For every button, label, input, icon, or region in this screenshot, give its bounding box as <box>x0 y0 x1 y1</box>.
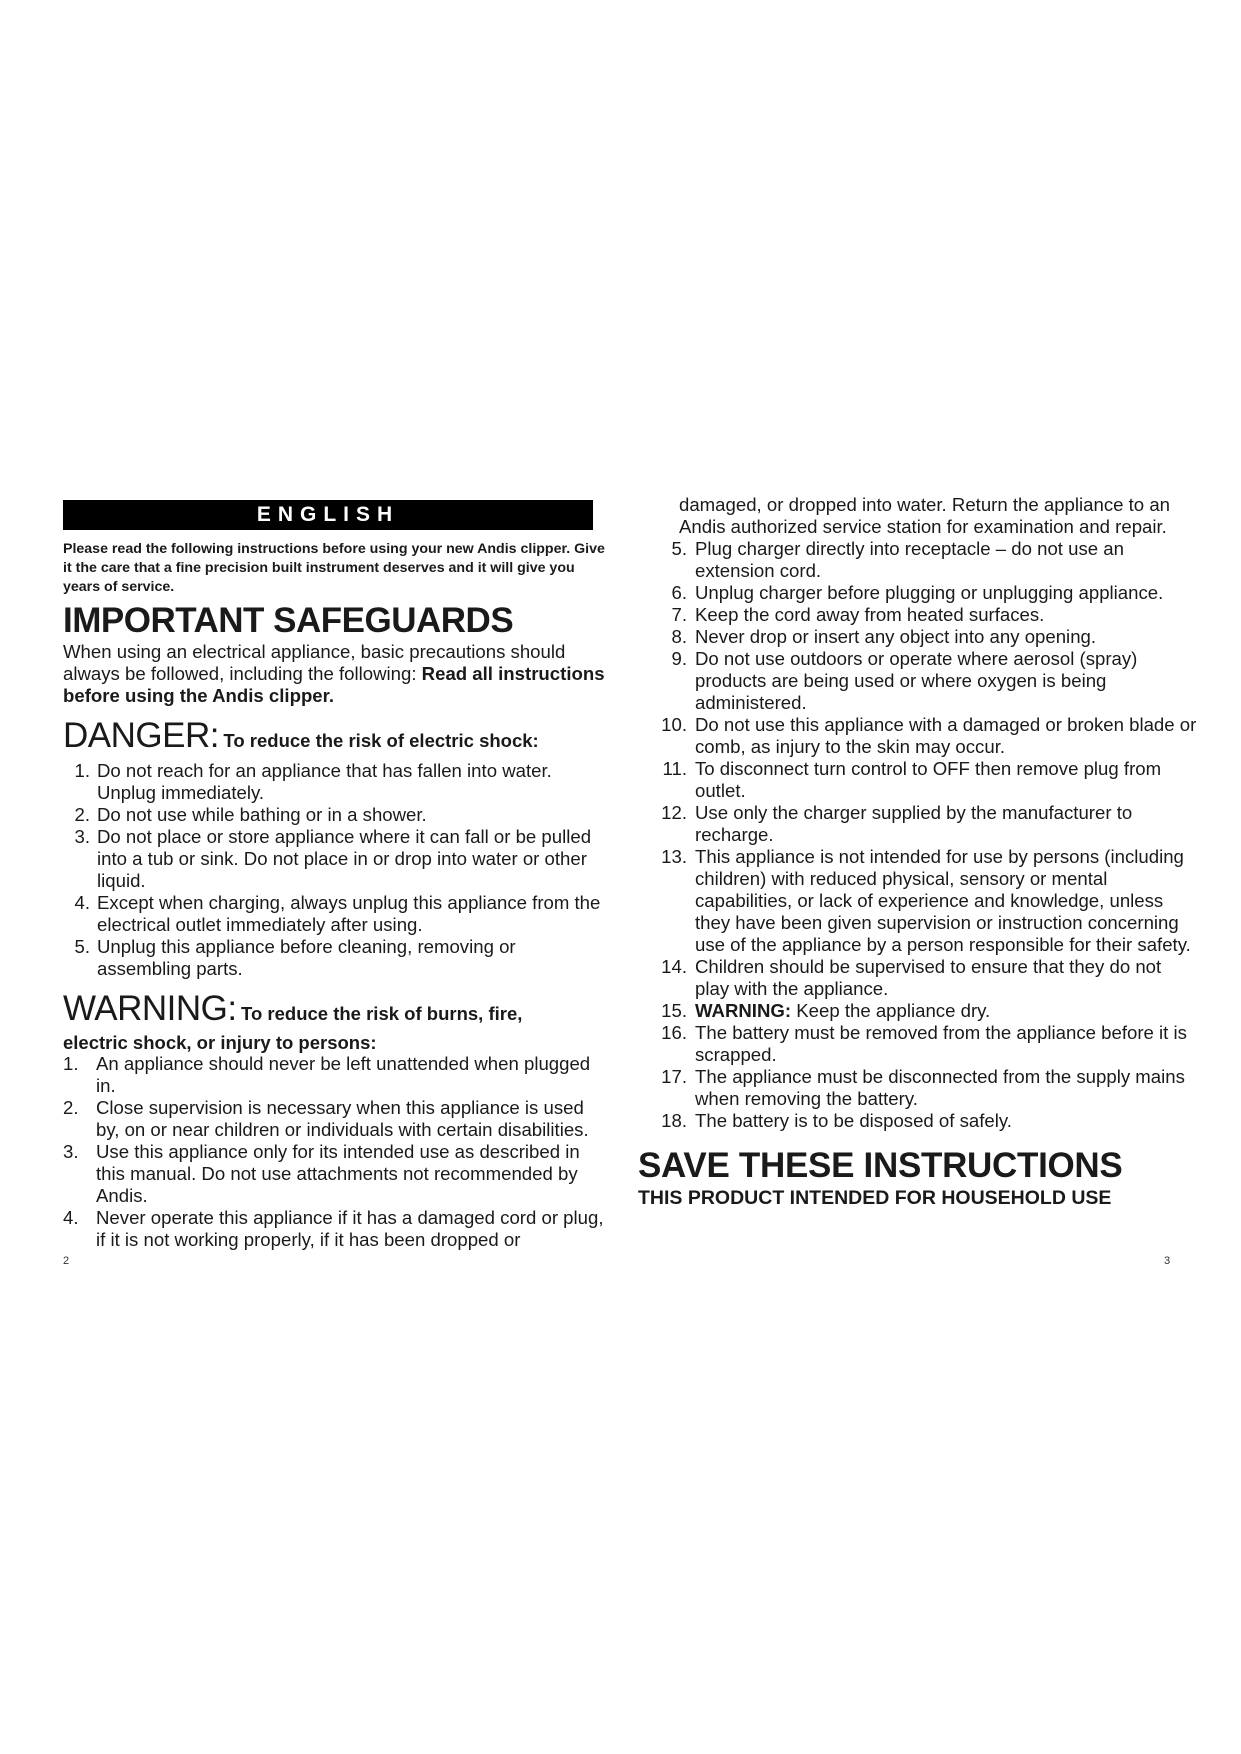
danger-list <box>63 760 608 980</box>
danger-heading <box>63 716 608 760</box>
list-item <box>643 714 1198 758</box>
warning-subheading-cont: electric shock, or injury to persons: <box>63 1032 377 1053</box>
list-item <box>63 1207 608 1251</box>
right-page <box>638 494 1198 1210</box>
warning-subheading: To reduce the risk of burns, fire, <box>241 1003 523 1024</box>
item-text: Never drop or insert any object into any opening. <box>695 626 1097 647</box>
household-use-notice: THIS PRODUCT INTENDED FOR HOUSEHOLD USE <box>638 1187 1112 1209</box>
item-text: Keep the cord away from heated surfaces. <box>695 604 1045 625</box>
important-safeguards-title: IMPORTANT SAFEGUARDS <box>63 601 514 640</box>
list-item <box>63 804 608 826</box>
list-item <box>643 802 1198 846</box>
item-number: 15. <box>661 1000 687 1021</box>
language-banner <box>63 500 593 530</box>
item-text: Plug charger directly into receptacle – do not use an extension cord. <box>695 538 1124 581</box>
list-item <box>63 1097 608 1141</box>
item-text: The appliance must be disconnected from the supply mains when removing the battery. <box>695 1066 1185 1109</box>
item-text: The battery must be removed from the appliance before it is scrapped. <box>695 1022 1187 1065</box>
safeguards-list-continued <box>643 538 1198 1132</box>
item-text: This appliance is not intended for use by persons (including children) with reduced physical, sensory or mental capabilities, or lack of experience and knowledge, unless they have been given supervision or instruction concerning use of the appliance by a person responsible for their safety. <box>695 846 1191 955</box>
page-number-left: 2 <box>63 1255 70 1267</box>
list-item <box>643 1022 1198 1066</box>
item-number: 3. <box>74 826 90 847</box>
continuation-text: damaged, or dropped into water. Return the appliance to an Andis authorized service station for examination and repair. <box>679 494 1170 537</box>
item-text: Do not use outdoors or operate where aerosol (spray) products are being used or where oxygen is being administered. <box>695 648 1138 713</box>
list-item <box>643 846 1198 956</box>
safeguards-bold: Read all instructions before using the Andis clipper. <box>63 663 605 706</box>
item-text: Children should be supervised to ensure that they do not play with the appliance. <box>695 956 1162 999</box>
item-text: Do not reach for an appliance that has fallen into water. Unplug immediately. <box>97 760 552 803</box>
left-page <box>63 500 608 1251</box>
warning-heading <box>63 989 608 1033</box>
item-number: 11. <box>662 758 687 779</box>
item-number: 8. <box>671 626 687 647</box>
list-item <box>63 892 608 936</box>
list-item <box>643 758 1198 802</box>
list-item <box>643 626 1198 648</box>
item-text <box>695 1000 1198 1022</box>
danger-subheading: To reduce the risk of electric shock: <box>223 730 539 751</box>
item-number: 2. <box>63 1097 79 1118</box>
page-number-right: 3 <box>1164 1255 1171 1267</box>
list-item <box>643 956 1198 1000</box>
warning-list <box>63 1053 608 1251</box>
list-item <box>63 826 608 892</box>
danger-label: DANGER: <box>63 716 219 755</box>
intro-text: Please read the following instructions before using your new Andis clipper. Give it the care that a fine precision built instrument deserves and it will give you years of service. <box>63 541 605 595</box>
item-number: 4. <box>63 1207 79 1228</box>
item-number: 3. <box>63 1141 79 1162</box>
item-number: 16. <box>661 1022 687 1043</box>
list-item <box>63 1141 608 1207</box>
item-number: 1. <box>74 760 90 781</box>
item-text: Do not use this appliance with a damaged or broken blade or comb, as injury to the skin may occur. <box>695 714 1197 757</box>
language-banner-label: ENGLISH <box>256 503 400 526</box>
safeguards-text: When using an electrical appliance, basic precautions should always be followed, including the following: <box>63 641 566 684</box>
item-text-rest: Keep the appliance dry. <box>796 1000 991 1021</box>
item-number: 10. <box>661 714 687 735</box>
item-text: Close supervision is necessary when this appliance is used by, on or near children or individuals with certain disabilities. <box>96 1097 589 1140</box>
item-number: 9. <box>671 648 687 669</box>
list-item <box>643 538 1198 582</box>
item-text: To disconnect turn control to OFF then remove plug from outlet. <box>695 758 1162 801</box>
item-text: Do not use while bathing or in a shower. <box>97 804 427 825</box>
item-number: 4. <box>74 892 90 913</box>
list-item <box>63 760 608 804</box>
item-text: Never operate this appliance if it has a damaged cord or plug, if it is not working properly, if it has been dropped or <box>96 1207 604 1250</box>
list-item <box>643 1066 1198 1110</box>
warning-label: WARNING: <box>63 989 237 1028</box>
list-item <box>643 582 1198 604</box>
item-number: 6. <box>671 582 687 603</box>
item-number: 12. <box>661 802 687 823</box>
item-number: 5. <box>671 538 687 559</box>
warning-inline-label: WARNING: <box>695 1000 792 1021</box>
item-text: Unplug this appliance before cleaning, removing or assembling parts. <box>97 936 516 979</box>
item-number: 17. <box>661 1066 687 1087</box>
item-number: 7. <box>671 604 687 625</box>
list-item <box>643 1000 1198 1022</box>
item-text: Except when charging, always unplug this appliance from the electrical outlet immediately after using. <box>97 892 601 935</box>
list-item <box>643 648 1198 714</box>
item-text: An appliance should never be left unattended when plugged in. <box>96 1053 591 1096</box>
item-number: 18. <box>661 1110 687 1131</box>
item-text: Use this appliance only for its intended use as described in this manual. Do not use attachments not recommended by Andis. <box>96 1141 580 1206</box>
save-instructions-title: SAVE THESE INSTRUCTIONS <box>638 1146 1123 1185</box>
item-text: Do not place or store appliance where it can fall or be pulled into a tub or sink. Do not place in or drop into water or other liquid. <box>97 826 592 891</box>
item-number: 14. <box>661 956 687 977</box>
item-text: Use only the charger supplied by the manufacturer to recharge. <box>695 802 1133 845</box>
list-item <box>63 1053 608 1097</box>
item-number: 1. <box>63 1053 79 1074</box>
item-number: 13. <box>661 846 687 867</box>
list-item <box>643 1110 1198 1132</box>
item-number: 5. <box>74 936 90 957</box>
item-text: Unplug charger before plugging or unplugging appliance. <box>695 582 1164 603</box>
safeguards-paragraph <box>63 641 608 707</box>
item-text: The battery is to be disposed of safely. <box>695 1110 1012 1131</box>
list-item <box>63 936 608 980</box>
list-item <box>643 604 1198 626</box>
item-number: 2. <box>74 804 90 825</box>
